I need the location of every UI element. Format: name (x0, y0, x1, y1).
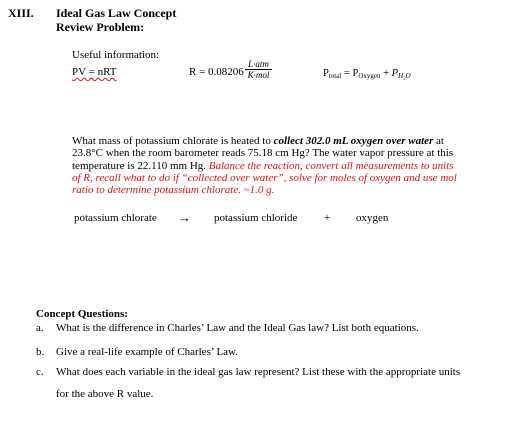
gas-constant-value: R = 0.08206 (189, 66, 244, 78)
product-1: potassium chloride (214, 212, 298, 224)
problem-instruction: Balance the reaction, convert all measurements to units (208, 159, 454, 172)
question-c-continued: for the above R value. (56, 388, 154, 400)
problem-line-5: ratio to determine potassium chlorate. ~1.0 g. (72, 184, 275, 197)
daltons-law-equation: $P_{total} = P_{Oxygen} + P_{H_2O}$ (323, 68, 411, 80)
section-subtitle: Review Problem: (56, 20, 145, 34)
question-a: What is the difference in Charles’ Law and the Ideal Gas law? List both equations. (56, 322, 419, 334)
section-number: XIII. (8, 6, 34, 20)
problem-emphasis: collect 302.0 mL oxygen over water (273, 135, 434, 147)
p-total-subscript: total (328, 72, 342, 80)
question-c: What does each variable in the ideal gas law represent? List these with the appropriate units (56, 366, 461, 378)
p-oxygen-symbol: P (352, 68, 359, 79)
ideal-gas-equation-text: PV = nRT (72, 66, 117, 78)
question-b-marker: b. (36, 346, 45, 358)
p-water-symbol: P (391, 68, 399, 79)
p-total-symbol: P (323, 68, 329, 79)
problem-line-3: temperature is 22.110 mm Hg. Balance the reaction, convert all measurements to units (72, 159, 454, 172)
product-2: oxygen (356, 212, 389, 224)
section-title: Ideal Gas Law Concept (56, 6, 177, 20)
reaction-arrow-icon: → (178, 210, 191, 225)
problem-paragraph (72, 135, 472, 196)
problem-line-4: of R, recall what to do if “collected over water”, solve for moles of oxygen and use mol (72, 171, 457, 184)
reactant: potassium chlorate (74, 212, 157, 224)
question-b: Give a real-life example of Charles’ Law. (56, 346, 239, 358)
gas-constant-denominator: K·mol (245, 69, 272, 80)
gas-constant-units (245, 59, 272, 80)
question-a-marker: a. (36, 322, 44, 334)
p-oxygen-subscript: Oxygen (358, 72, 381, 80)
reaction-plus: + (324, 212, 331, 224)
ideal-gas-equation (72, 66, 116, 78)
problem-line-1: What mass of potassium chlorate is heated to collect 302.0 mL oxygen over water at (72, 135, 444, 147)
p-water-subscript: H₂O (398, 72, 411, 80)
gas-constant-numerator: L·atm (248, 59, 269, 69)
question-c-marker: c. (36, 366, 44, 378)
concept-heading: Concept Questions: (36, 308, 128, 320)
useful-info-label: Useful information: (72, 49, 160, 61)
problem-line-2: 23.8°C when the room barometer reads 75.18 cm Hg? The water vapor pressure at this (72, 147, 454, 160)
